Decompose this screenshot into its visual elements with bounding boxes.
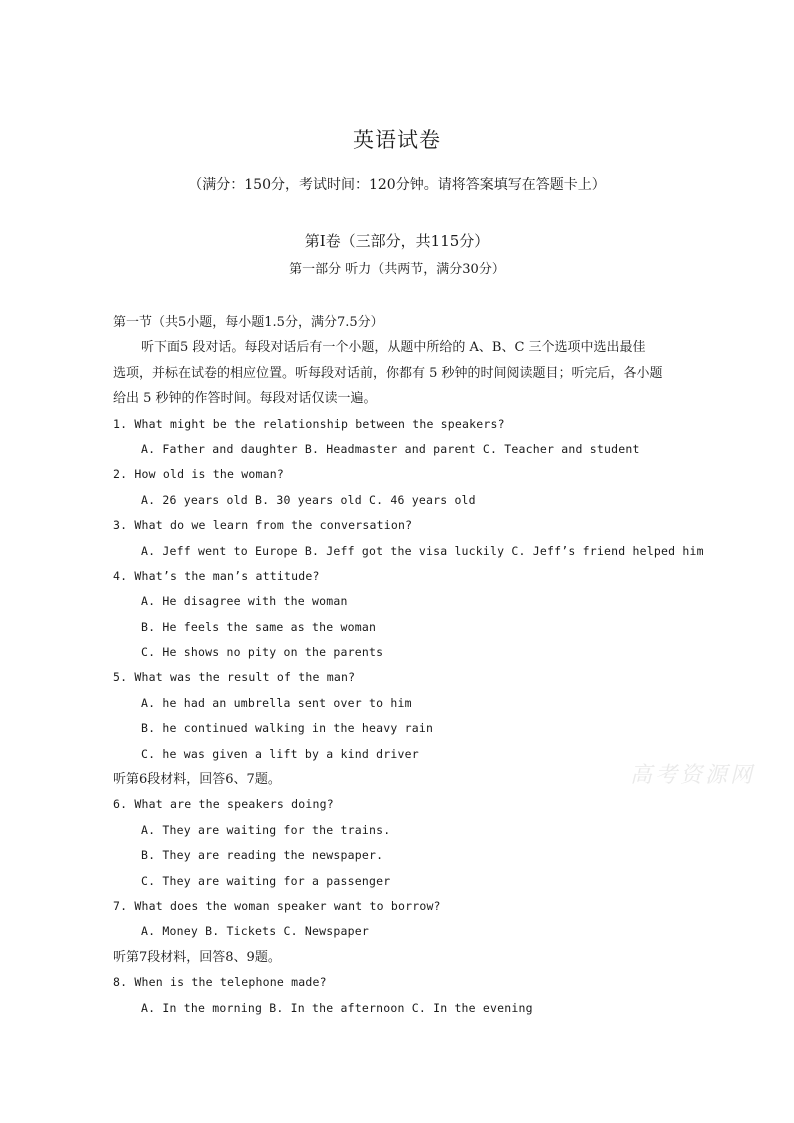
question-6-option-b: B. They are reading the newspaper. (141, 848, 384, 863)
question-6-option-c: C. They are waiting for a passenger (141, 873, 391, 888)
question-3: 3. What do we learn from the conversation? (113, 518, 413, 533)
question-6: 6. What are the speakers doing? (113, 797, 334, 812)
question-1-options: A. Father and daughter B. Headmaster and parent C. Teacher and student (141, 441, 640, 456)
question-8: 8. When is the telephone made? (113, 975, 327, 990)
question-8-options: A. In the morning B. In the afternoon C. In the evening (141, 1000, 533, 1015)
instruction-line: 听下面5 段对话。每段对话后有一个小题，从题中所给的 A、B、C 三个选项中选出最佳 (141, 340, 646, 356)
question-7-options: A. Money B. Tickets C. Newspaper (141, 924, 369, 939)
question-5-option-a: A. he had an umbrella sent over to him (141, 695, 412, 710)
section-title: 第一部分 听力（共两节，满分30分） (289, 262, 505, 277)
question-3-options: A. Jeff went to Europe B. Jeff got the visa luckily C. Jeff’s friend helped him (141, 543, 704, 558)
material-6-note: 听第6段材料，回答6、7题。 (113, 772, 281, 788)
question-4-option-b: B. He feels the same as the woman (141, 619, 377, 634)
question-2: 2. How old is the woman? (113, 467, 284, 482)
question-5: 5. What was the result of the man? (113, 670, 356, 685)
question-5-option-c: C. he was given a lift by a kind driver (141, 746, 419, 761)
question-body (113, 310, 704, 1021)
subsection-title: 第一节（共5小题，每小题1.5分，满分7.5分） (113, 315, 384, 330)
watermark: 高考资源网 (630, 763, 756, 788)
instruction-line: 给出 5 秒钟的作答时间。每段对话仅读一遍。 (113, 391, 377, 407)
part-title: 第Ⅰ卷（三部分，共115分） (304, 232, 490, 250)
exam-subtitle: （满分：150分，考试时间：120分钟。请将答案填写在答题卡上） (188, 177, 606, 193)
question-4-option-c: C. He shows no pity on the parents (141, 645, 384, 660)
instruction-line: 选项，并标在试卷的相应位置。听每段对话前，你都有 5 秒钟的时间阅读题目；听完后，各小题 (113, 365, 663, 381)
question-5-option-b: B. he continued walking in the heavy rain (141, 721, 434, 736)
question-7: 7. What does the woman speaker want to borrow? (113, 898, 441, 913)
question-6-option-a: A. They are waiting for the trains. (141, 822, 391, 837)
material-7-note: 听第7段材料，回答8、9题。 (113, 949, 281, 965)
question-4: 4. What’s the man’s attitude? (113, 568, 320, 583)
question-2-options: A. 26 years old B. 30 years old C. 46 years old (141, 492, 476, 507)
question-1: 1. What might be the relationship between the speakers? (113, 416, 505, 431)
exam-title: 英语试卷 (353, 128, 441, 152)
question-4-option-a: A. He disagree with the woman (141, 594, 348, 609)
